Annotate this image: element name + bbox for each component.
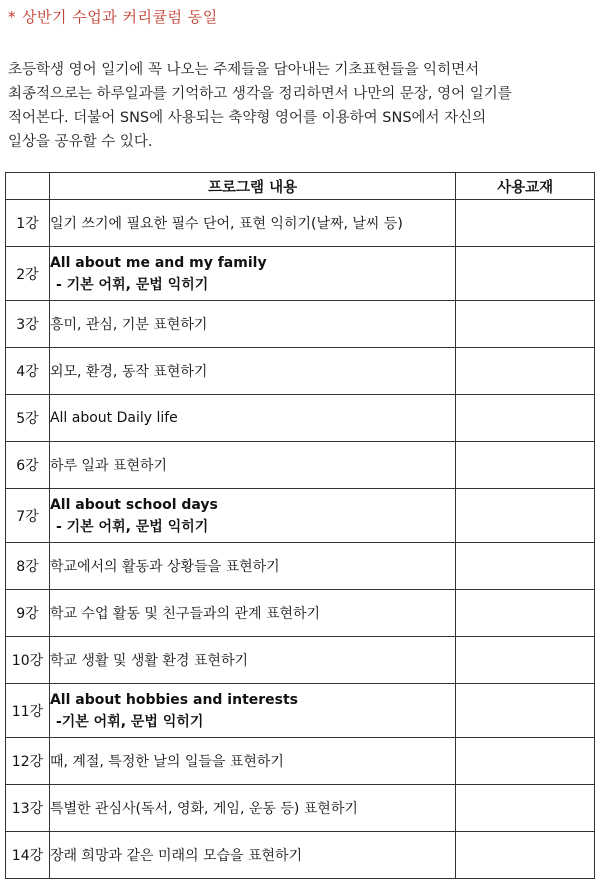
- intro-line: 적어본다. 더불어 SNS에 사용되는 축약형 영어를 이용하여 SNS에서 자신의: [8, 110, 487, 126]
- header-program-content: 프로그램 내용: [49, 173, 455, 200]
- lesson-textbook: [456, 832, 595, 879]
- lesson-content: 하루 일과 표현하기: [49, 442, 455, 489]
- lesson-textbook: [456, 348, 595, 395]
- lesson-content: [49, 247, 455, 301]
- lesson-textbook: [456, 395, 595, 442]
- table-row: [6, 348, 595, 395]
- table-row: [6, 832, 595, 879]
- lesson-content: 때, 계절, 특정한 날의 일들을 표현하기: [49, 738, 455, 785]
- lesson-number: 12강: [6, 738, 50, 785]
- lesson-title: All about me and my family: [49, 254, 267, 271]
- lesson-subtitle: - 기본 어휘, 문법 익히기: [55, 518, 209, 535]
- lesson-textbook: [456, 684, 595, 738]
- intro-paragraph: [8, 58, 593, 154]
- table-row: [6, 247, 595, 301]
- lesson-content: [49, 684, 455, 738]
- lesson-content: 외모, 환경, 동작 표현하기: [49, 348, 455, 395]
- lesson-number: 14강: [6, 832, 50, 879]
- lesson-textbook: [456, 442, 595, 489]
- lesson-textbook: [456, 590, 595, 637]
- lesson-title: All about school days: [49, 496, 218, 513]
- lesson-textbook: [456, 738, 595, 785]
- lesson-number: 9강: [6, 590, 50, 637]
- table-row: [6, 200, 595, 247]
- header-number: [6, 173, 50, 200]
- table-row: [6, 738, 595, 785]
- lesson-content: 학교 수업 활동 및 친구들과의 관계 표현하기: [49, 590, 455, 637]
- lesson-content: 장래 희망과 같은 미래의 모습을 표현하기: [49, 832, 455, 879]
- lesson-number: 8강: [6, 543, 50, 590]
- lesson-textbook: [456, 543, 595, 590]
- lesson-textbook: [456, 247, 595, 301]
- lesson-subtitle: -기본 어휘, 문법 익히기: [55, 713, 204, 730]
- lesson-textbook: [456, 489, 595, 543]
- lesson-content: All about Daily life: [49, 395, 455, 442]
- lesson-number: 10강: [6, 637, 50, 684]
- lesson-number: 13강: [6, 785, 50, 832]
- intro-line: 일상을 공유할 수 있다.: [8, 134, 153, 150]
- table-row: [6, 489, 595, 543]
- table-row: [6, 684, 595, 738]
- lesson-content: 학교 생활 및 생활 환경 표현하기: [49, 637, 455, 684]
- lesson-textbook: [456, 785, 595, 832]
- lesson-content: 일기 쓰기에 필요한 필수 단어, 표현 익히기(날짜, 날씨 등): [49, 200, 455, 247]
- intro-line: 초등학생 영어 일기에 꼭 나오는 주제들을 담아내는 기초표현들을 익히면서: [8, 62, 480, 78]
- lesson-textbook: [456, 637, 595, 684]
- intro-line: 최종적으로는 하루일과를 기억하고 생각을 정리하면서 나만의 문장, 영어 일기를: [8, 86, 512, 102]
- lesson-content: 특별한 관심사(독서, 영화, 게임, 운동 등) 표현하기: [49, 785, 455, 832]
- table-row: [6, 785, 595, 832]
- lesson-textbook: [456, 200, 595, 247]
- table-row: [6, 395, 595, 442]
- lesson-number: 2강: [6, 247, 50, 301]
- lesson-subtitle: - 기본 어휘, 문법 익히기: [55, 276, 209, 293]
- lesson-number: 3강: [6, 301, 50, 348]
- table-row: [6, 301, 595, 348]
- program-table: [5, 172, 595, 879]
- lesson-number: 7강: [6, 489, 50, 543]
- lesson-title: All about hobbies and interests: [49, 691, 299, 708]
- table-row: [6, 442, 595, 489]
- table-row: [6, 543, 595, 590]
- table-row: [6, 637, 595, 684]
- header-textbook: 사용교재: [456, 173, 595, 200]
- lesson-content: 흥미, 관심, 기분 표현하기: [49, 301, 455, 348]
- lesson-number: 4강: [6, 348, 50, 395]
- lesson-number: 11강: [6, 684, 50, 738]
- section-title: [8, 6, 218, 27]
- table-row: [6, 590, 595, 637]
- star-bullet: *: [8, 8, 16, 26]
- lesson-textbook: [456, 301, 595, 348]
- lesson-number: 6강: [6, 442, 50, 489]
- lesson-number: 1강: [6, 200, 50, 247]
- section-title-text: 상반기 수업과 커리큘럼 동일: [22, 8, 218, 26]
- lesson-number: 5강: [6, 395, 50, 442]
- lesson-content: [49, 489, 455, 543]
- lesson-content: 학교에서의 활동과 상황들을 표현하기: [49, 543, 455, 590]
- table-header-row: [6, 173, 595, 200]
